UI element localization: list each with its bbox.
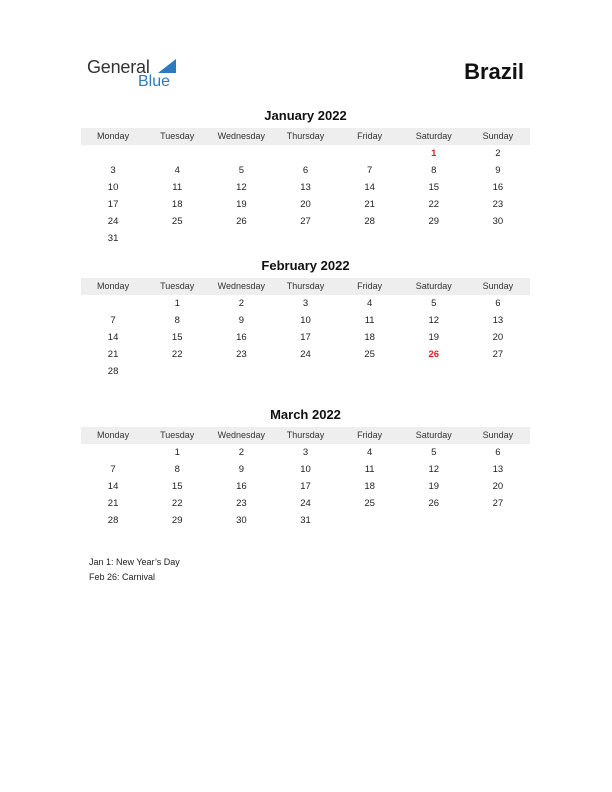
- holiday-day-cell: 1: [431, 148, 437, 159]
- day-cell: 25: [364, 349, 375, 360]
- weekday-header: Friday: [357, 281, 383, 291]
- day-cell: 1: [174, 447, 180, 458]
- week-row: [81, 230, 530, 247]
- day-cell: 11: [172, 182, 183, 193]
- day-cell: 21: [364, 199, 375, 210]
- day-cell: 3: [302, 447, 309, 458]
- week-row: [81, 444, 530, 461]
- day-cell: 22: [428, 199, 440, 210]
- day-cell: 13: [492, 464, 504, 475]
- day-cell: 12: [428, 315, 440, 326]
- day-cell: 16: [236, 481, 247, 492]
- day-cell: 30: [492, 216, 504, 227]
- holiday-notes: [89, 555, 180, 585]
- day-cell: 2: [238, 447, 244, 458]
- day-cell: 27: [492, 349, 504, 360]
- day-cell: 15: [428, 182, 440, 193]
- day-cell: [81, 145, 145, 162]
- weekday-header: Saturday: [415, 430, 452, 440]
- day-cell: 25: [171, 216, 183, 227]
- day-cell: 27: [300, 216, 311, 227]
- day-cell: 5: [431, 298, 437, 309]
- day-cell: 17: [300, 481, 311, 492]
- weekday-header: Sunday: [482, 281, 514, 291]
- weekday-header: Sunday: [482, 131, 514, 141]
- day-cell: [338, 512, 402, 529]
- day-cell: [145, 363, 209, 380]
- day-cell: 14: [364, 182, 375, 193]
- weekday-header-row: [81, 278, 530, 295]
- day-cell: [466, 512, 530, 529]
- week-row: [81, 495, 530, 512]
- month-title: March 2022: [270, 407, 341, 422]
- day-cell: [338, 230, 402, 247]
- week-row: [81, 346, 530, 363]
- month-title: February 2022: [261, 258, 350, 273]
- day-cell: 3: [302, 298, 309, 309]
- weekday-header: Thursday: [286, 281, 325, 291]
- weekday-header: Sunday: [482, 430, 514, 440]
- day-cell: 28: [107, 366, 119, 377]
- weekday-header-row: [81, 427, 530, 444]
- day-cell: 2: [238, 298, 244, 309]
- day-cell: [209, 230, 273, 247]
- generalblue-logo: [87, 56, 187, 92]
- day-cell: 12: [428, 464, 440, 475]
- weekday-header: Thursday: [286, 131, 325, 141]
- day-cell: 8: [431, 165, 437, 176]
- day-cell: 26: [428, 498, 440, 509]
- logo-text-general: General: [87, 57, 150, 77]
- day-cell: 11: [364, 315, 375, 326]
- month-title: January 2022: [264, 108, 347, 123]
- day-cell: [273, 230, 337, 247]
- day-cell: [145, 145, 209, 162]
- day-cell: 9: [495, 165, 501, 176]
- day-cell: 10: [300, 315, 311, 326]
- week-row: [81, 461, 530, 478]
- day-cell: [402, 512, 466, 529]
- month-calendar: [81, 257, 530, 380]
- day-cell: 13: [300, 182, 311, 193]
- month-calendar: [81, 107, 530, 247]
- day-cell: 21: [107, 349, 119, 360]
- day-cell: 28: [107, 515, 119, 526]
- weekday-header: Thursday: [286, 430, 325, 440]
- day-cell: 29: [171, 515, 183, 526]
- day-cell: 16: [492, 182, 504, 193]
- day-cell: 21: [107, 498, 119, 509]
- day-cell: 30: [236, 515, 247, 526]
- day-cell: 24: [300, 349, 311, 360]
- day-cell: 5: [238, 165, 244, 176]
- day-cell: 15: [171, 332, 183, 343]
- logo-triangle-icon: [158, 59, 176, 73]
- day-cell: 18: [364, 481, 375, 492]
- day-cell: [81, 295, 145, 312]
- day-cell: 23: [492, 199, 504, 210]
- day-cell: 1: [174, 298, 180, 309]
- holiday-note: Feb 26: Carnival: [89, 572, 156, 582]
- day-cell: 23: [236, 498, 247, 509]
- month-calendar: [81, 406, 530, 529]
- day-cell: 6: [302, 165, 309, 176]
- weekday-header: Wednesday: [217, 281, 266, 291]
- day-cell: 22: [171, 498, 183, 509]
- weekday-header: Saturday: [415, 281, 452, 291]
- weekday-header: Monday: [97, 430, 130, 440]
- day-cell: [209, 363, 273, 380]
- day-cell: 27: [492, 498, 504, 509]
- week-row: [81, 162, 530, 179]
- day-cell: [338, 363, 402, 380]
- weekday-header-row: [81, 128, 530, 145]
- day-cell: 25: [364, 498, 375, 509]
- week-row: [81, 213, 530, 230]
- country-title: Brazil: [464, 59, 524, 84]
- day-cell: 2: [495, 148, 501, 159]
- day-cell: [81, 444, 145, 461]
- day-cell: 6: [495, 447, 501, 458]
- day-cell: 26: [236, 216, 247, 227]
- day-cell: 31: [107, 233, 119, 244]
- day-cell: 8: [174, 315, 180, 326]
- weekday-header: Friday: [357, 430, 383, 440]
- weekday-header: Wednesday: [217, 131, 266, 141]
- week-row: [81, 478, 530, 495]
- week-row: [81, 179, 530, 196]
- day-cell: 10: [107, 182, 119, 193]
- day-cell: 24: [107, 216, 119, 227]
- day-cell: [338, 145, 402, 162]
- week-row: [81, 196, 530, 213]
- day-cell: 19: [428, 332, 440, 343]
- day-cell: 23: [236, 349, 247, 360]
- weekday-header: Tuesday: [160, 281, 195, 291]
- day-cell: 19: [236, 199, 247, 210]
- weekday-header: Tuesday: [160, 131, 195, 141]
- day-cell: 9: [238, 464, 244, 475]
- day-cell: 14: [107, 332, 119, 343]
- logo-text-blue: Blue: [138, 73, 171, 90]
- day-cell: 22: [171, 349, 183, 360]
- day-cell: [466, 363, 530, 380]
- week-row: [81, 363, 530, 380]
- day-cell: [273, 363, 337, 380]
- day-cell: 19: [428, 481, 440, 492]
- day-cell: 18: [171, 199, 183, 210]
- day-cell: 7: [366, 165, 373, 176]
- day-cell: 8: [174, 464, 180, 475]
- weekday-header: Wednesday: [217, 430, 266, 440]
- day-cell: 9: [238, 315, 244, 326]
- day-cell: 20: [492, 481, 504, 492]
- day-cell: 4: [366, 447, 373, 458]
- day-cell: 7: [110, 315, 116, 326]
- day-cell: 12: [236, 182, 247, 193]
- day-cell: 15: [171, 481, 183, 492]
- week-row: [81, 145, 530, 162]
- day-cell: [466, 230, 530, 247]
- day-cell: 5: [431, 447, 437, 458]
- week-row: [81, 329, 530, 346]
- weekday-header: Monday: [97, 281, 130, 291]
- day-cell: 14: [107, 481, 119, 492]
- holiday-day-cell: 26: [428, 349, 440, 360]
- day-cell: 3: [110, 165, 116, 176]
- day-cell: 18: [364, 332, 375, 343]
- weekday-header: Saturday: [415, 131, 452, 141]
- day-cell: 7: [110, 464, 116, 475]
- day-cell: [402, 363, 466, 380]
- day-cell: [145, 230, 209, 247]
- weekday-header: Friday: [357, 131, 383, 141]
- day-cell: [402, 230, 466, 247]
- day-cell: 6: [495, 298, 501, 309]
- day-cell: 17: [300, 332, 311, 343]
- weekday-header: Monday: [97, 131, 130, 141]
- day-cell: 11: [364, 464, 375, 475]
- day-cell: [273, 145, 337, 162]
- day-cell: 29: [428, 216, 440, 227]
- day-cell: 20: [492, 332, 504, 343]
- day-cell: 10: [300, 464, 311, 475]
- week-row: [81, 312, 530, 329]
- week-row: [81, 512, 530, 529]
- day-cell: 16: [236, 332, 247, 343]
- day-cell: 4: [366, 298, 373, 309]
- day-cell: [209, 145, 273, 162]
- day-cell: 4: [174, 165, 180, 176]
- day-cell: 31: [300, 515, 311, 526]
- holiday-note: Jan 1: New Year’s Day: [89, 557, 180, 567]
- day-cell: 13: [492, 315, 504, 326]
- weekday-header: Tuesday: [160, 430, 195, 440]
- week-row: [81, 295, 530, 312]
- day-cell: 24: [300, 498, 311, 509]
- day-cell: 17: [107, 199, 119, 210]
- day-cell: 28: [364, 216, 375, 227]
- day-cell: 20: [300, 199, 311, 210]
